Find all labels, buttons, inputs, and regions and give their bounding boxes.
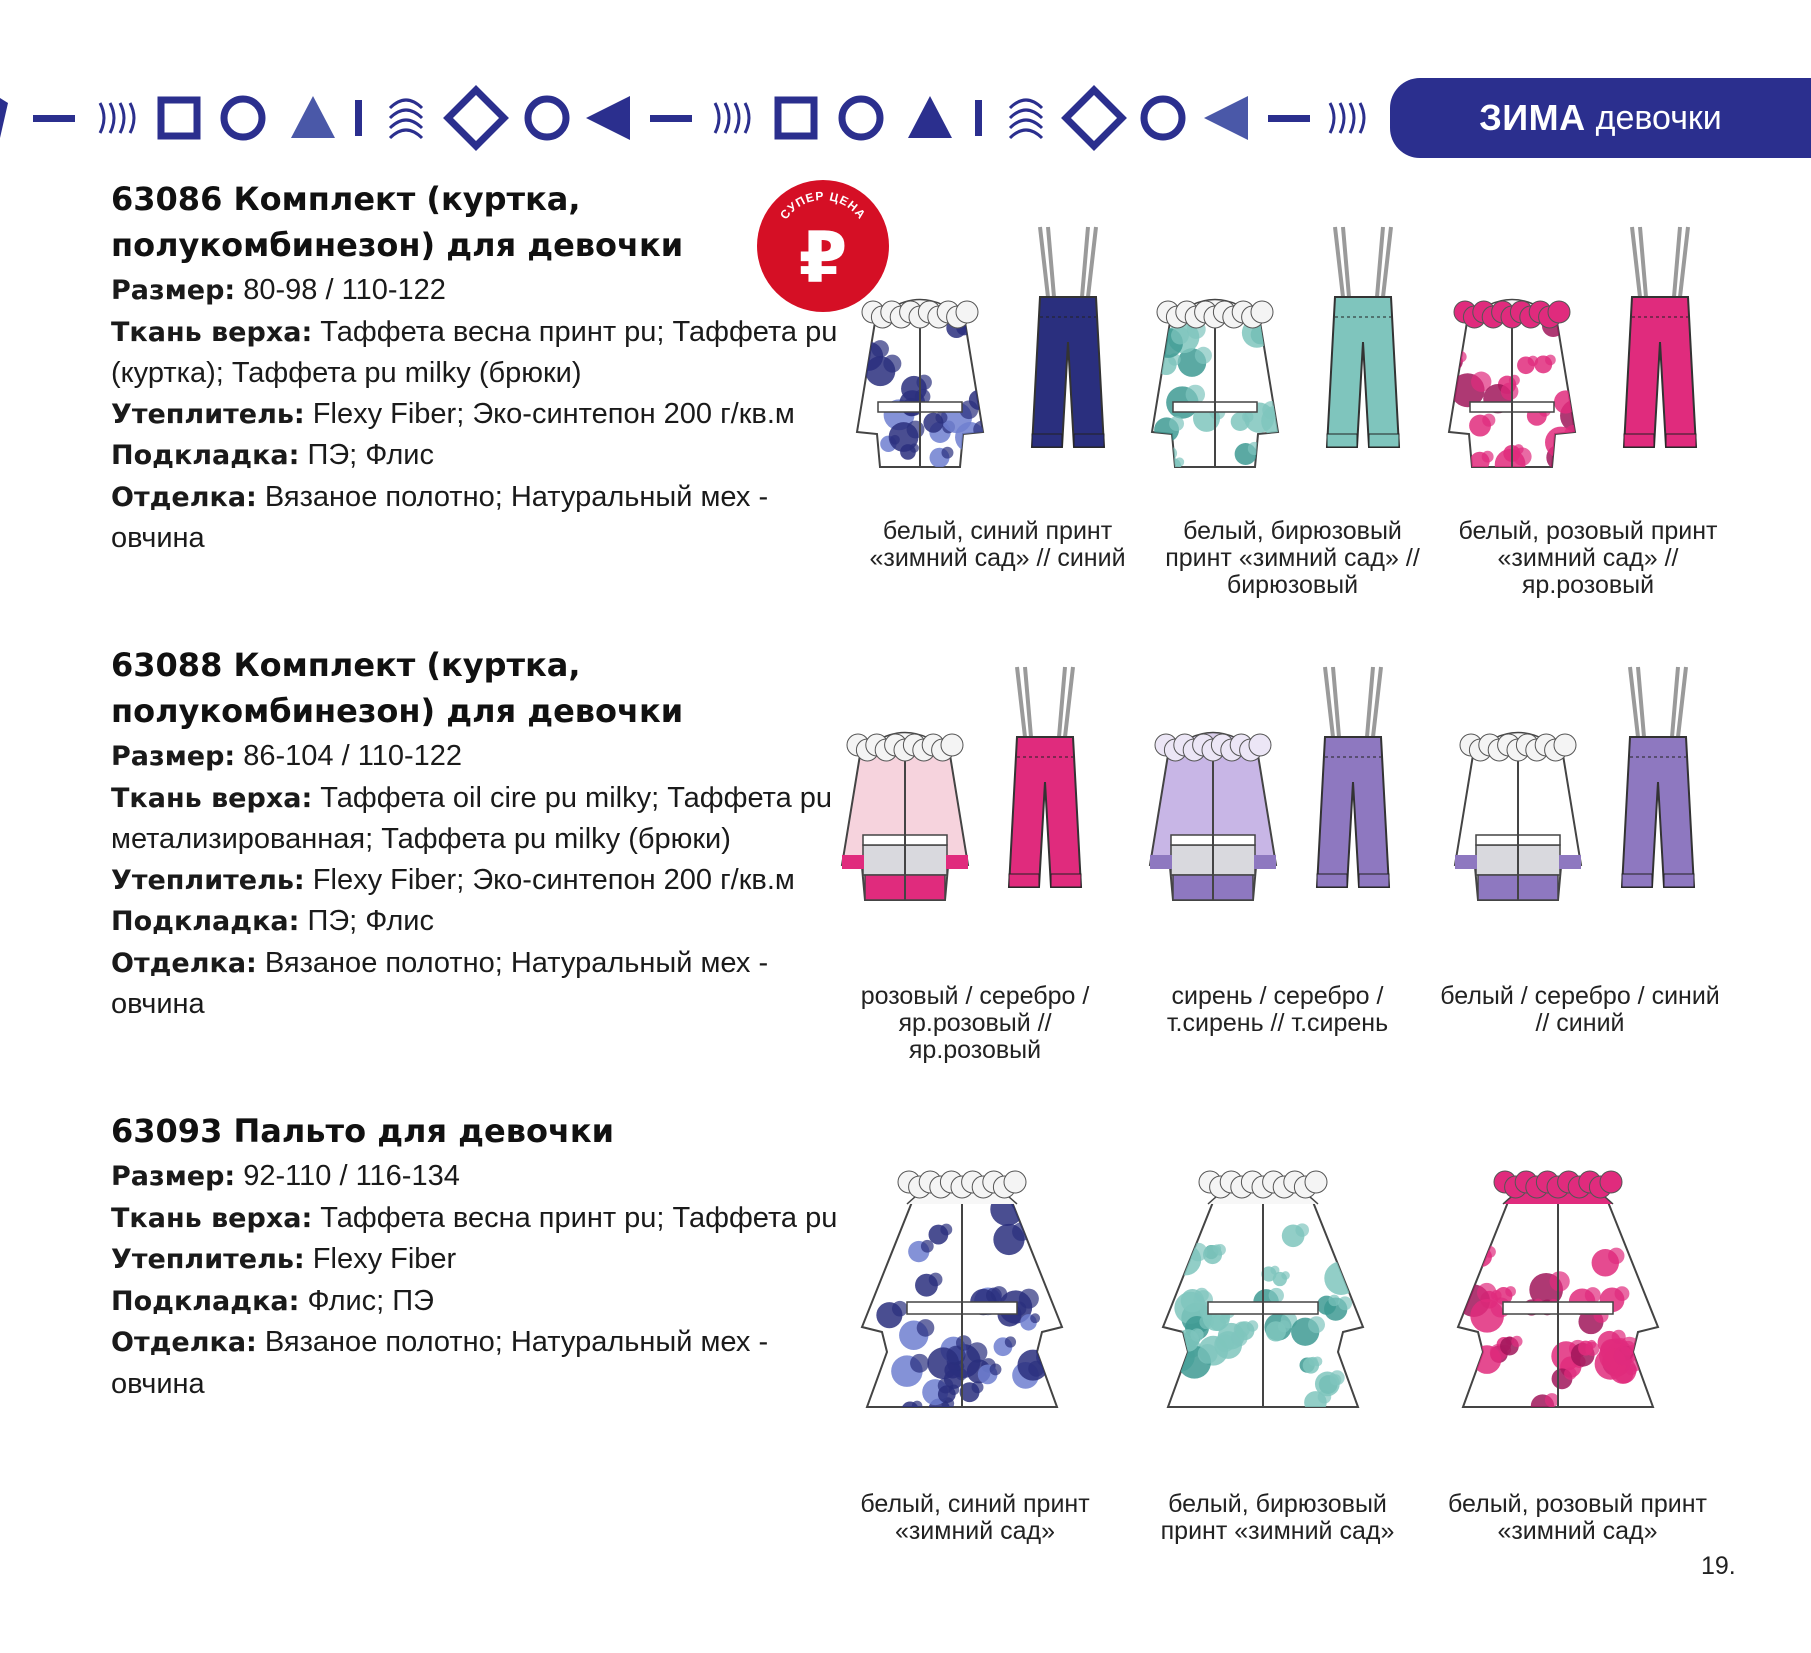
jacket-illustration [1437, 282, 1587, 482]
variant-caption: белый, синий принт «зимний сад» // синий [869, 517, 1126, 572]
spec-size: Размер: 86-104 / 110-122 [111, 740, 463, 772]
product-title: 63093 Пальто для девочки [111, 1112, 615, 1150]
ruble-icon: ₽ [798, 217, 848, 299]
jacket-illustration [1443, 715, 1593, 915]
jacket-illustration [1138, 715, 1288, 915]
spec-lining: Подкладка: ПЭ; Флис [111, 905, 434, 937]
spec-insulation: Утеплитель: Flexy Fiber; Эко-синтепон 200 г/кв.м [111, 397, 795, 430]
spec-insulation: Утеплитель: Flexy Fiber [111, 1243, 457, 1275]
product-title: 63086 Комплект (куртка, полукомбинезон) для девочки [111, 180, 684, 264]
variant-caption: белый, розовый принт «зимний сад» // яр.розовый [1458, 517, 1718, 599]
product-63086 [111, 176, 841, 559]
coat-illustration [1148, 1152, 1378, 1432]
section-subtitle: девочки [1595, 98, 1722, 137]
pants-illustration [1610, 222, 1710, 462]
spec-fabric: Ткань верха: Таффета весна принт pu; Таффета pu (куртка); Таффета pu milky (брюки) [111, 315, 838, 389]
product-63088 [111, 642, 841, 1025]
coat-illustration [1443, 1152, 1673, 1432]
decorative-shapes-band [0, 78, 1390, 158]
badge-text: СУПЕР ЦЕНА [777, 188, 869, 223]
variant-caption: белый, синий принт «зимний сад» [860, 1490, 1090, 1545]
variant-caption: белый, бирюзовый принт «зимний сад» // бирюзовый [1165, 517, 1420, 599]
section-tab [1390, 78, 1811, 158]
pants-illustration [1303, 662, 1403, 902]
product-63093 [111, 1108, 841, 1404]
jacket-illustration [830, 715, 980, 915]
spec-trim: Отделка: Вязаное полотно; Натуральный мех - овчина [111, 1326, 769, 1400]
coat-illustration [847, 1152, 1077, 1432]
spec-fabric: Ткань верха: Таффета весна принт pu; Таффета pu [111, 1201, 838, 1234]
jacket-illustration [845, 282, 995, 482]
page-number: 19. [1701, 1552, 1736, 1580]
spec-lining: Подкладка: ПЭ; Флис [111, 439, 434, 471]
pants-illustration [1313, 222, 1413, 462]
variant-caption: розовый / серебро / яр.розовый // яр.розовый [860, 982, 1090, 1064]
section-title: ЗИМА [1479, 97, 1586, 138]
spec-trim: Отделка: Вязаное полотно; Натуральный мех - овчина [111, 480, 769, 554]
jacket-illustration [1140, 282, 1290, 482]
variant-caption: белый / серебро / синий // синий [1440, 982, 1720, 1037]
pants-illustration [1608, 662, 1708, 902]
product-title: 63088 Комплект (куртка, полукомбинезон) для девочки [111, 646, 684, 730]
variant-caption: сирень / серебро / т.сирень // т.сирень [1166, 982, 1389, 1037]
spec-size: Размер: 80-98 / 110-122 [111, 274, 446, 306]
variant-caption: белый, бирюзовый принт «зимний сад» [1160, 1490, 1395, 1545]
pants-illustration [1018, 222, 1118, 462]
spec-trim: Отделка: Вязаное полотно; Натуральный мех - овчина [111, 946, 769, 1020]
pants-illustration [995, 662, 1095, 902]
spec-lining: Подкладка: Флис; ПЭ [111, 1284, 434, 1317]
spec-insulation: Утеплитель: Flexy Fiber; Эко-синтепон 200 г/кв.м [111, 863, 795, 896]
spec-size: Размер: 92-110 / 116-134 [111, 1160, 460, 1192]
variant-caption: белый, розовый принт «зимний сад» [1448, 1490, 1707, 1545]
spec-fabric: Ткань верха: Таффета oil cire pu milky; Таффета pu метализированная; Таффета pu milky (брюки) [111, 781, 833, 855]
